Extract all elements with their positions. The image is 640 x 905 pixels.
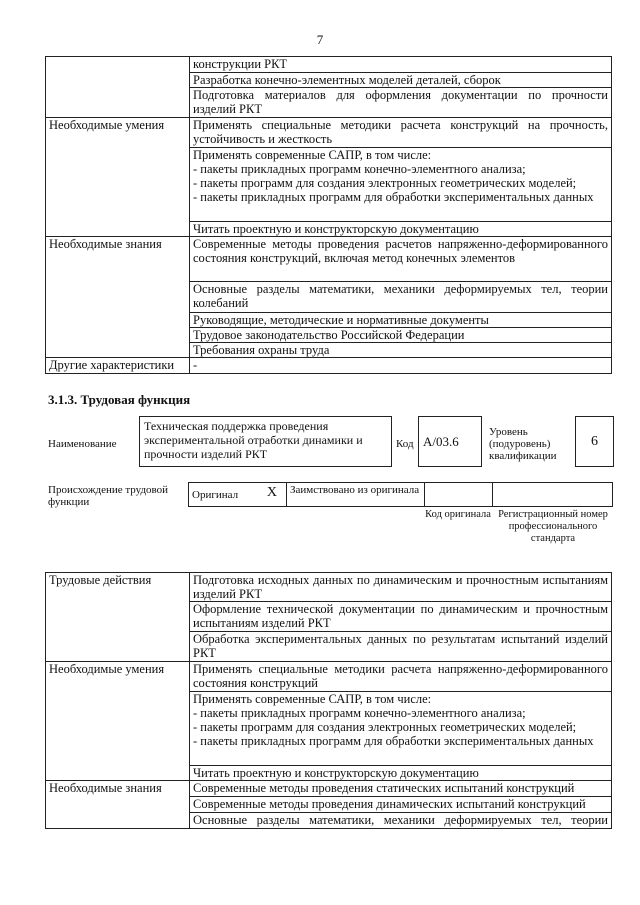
table-cell: конструкции РКТ: [190, 57, 612, 73]
table-cell: Читать проектную и конструкторскую документацию: [190, 766, 612, 781]
table-cell: Основные разделы математики, механики деформируемых тел, теории: [190, 813, 612, 829]
table-cell: Трудовое законодательство Российской Федерации: [190, 328, 612, 343]
row-label: Необходимые знания: [46, 237, 190, 358]
table-cell: Применять специальные методики расчета напряженно-деформированного состояния конструкций: [190, 662, 612, 692]
row-label: Другие характеристики: [46, 358, 190, 374]
code-original-caption: Код оригинала: [425, 509, 491, 520]
table-cell: Применять специальные методики расчета конструкций на прочность, устойчивость и жесткость: [190, 118, 612, 148]
table-cell: Руководящие, методические и нормативные документы: [190, 313, 612, 328]
table-cell: Применять современные САПР, в том числе: - пакеты прикладных программ конечно-элементного анализа; - пакеты программ для создания электронных геометрических моделей; - пакеты прикладных программ для обработки экспериментальных данных: [190, 692, 612, 766]
code-original-cell: [425, 483, 493, 507]
table-cell: Подготовка исходных данных по динамическим и прочностным испытаниям изделий РКТ: [190, 573, 612, 602]
original-cell: [189, 483, 287, 507]
name-label: Наименование: [48, 438, 117, 450]
origin-table: [188, 482, 613, 507]
skills-knowledge-table: [45, 56, 612, 374]
table-cell: Оформление технической документации по динамическим и прочностным испытаниям изделий РКТ: [190, 602, 612, 632]
original-mark: X: [266, 485, 277, 500]
table-cell: Подготовка материалов для оформления документации по прочности изделий РКТ: [190, 88, 612, 118]
table-cell: Читать проектную и конструкторскую документацию: [190, 222, 612, 237]
table-cell: Современные методы проведения расчетов напряженно-деформированного состояния конструкций, включая метод конечных элементов: [190, 237, 612, 282]
table-cell: Обработка экспериментальных данных по результатам испытаний изделий РКТ: [190, 632, 612, 662]
table-cell: -: [190, 358, 612, 374]
level-box: [575, 416, 614, 467]
code-value: А/03.6: [423, 434, 459, 449]
level-label: Уровень (подуровень) квалификации: [489, 426, 557, 462]
table-cell: Современные методы проведения статических испытаний конструкций: [190, 781, 612, 797]
table-cell: Применять современные САПР, в том числе: - пакеты прикладных программ конечно-элементного анализа; - пакеты программ для создания электронных геометрических моделей; - пакеты прикладных программ для обработки экспериментальных данных: [190, 148, 612, 222]
function-name-box: [139, 416, 392, 467]
table-cell: Современные методы проведения динамических испытаний конструкций: [190, 797, 612, 813]
reg-number-caption: Регистрационный номер профессионального стандарта: [498, 509, 608, 544]
table-cell: Требования охраны труда: [190, 343, 612, 358]
origin-label: Происхождение трудовой функции: [48, 484, 169, 508]
original-label: Оригинал: [192, 489, 239, 501]
row-label: [46, 57, 190, 118]
level-value: 6: [591, 434, 598, 449]
reg-number-cell: [493, 483, 613, 507]
borrowed-cell: Заимствовано из оригинала: [287, 483, 425, 507]
code-label: Код: [396, 438, 414, 450]
code-box: [418, 416, 482, 467]
table-cell: Разработка конечно-элементных моделей деталей, сборок: [190, 73, 612, 88]
row-label: Трудовые действия: [46, 573, 190, 662]
row-label: Необходимые умения: [46, 118, 190, 237]
labor-actions-table: [45, 572, 612, 829]
row-label: Необходимые знания: [46, 781, 190, 829]
page-number: 7: [316, 32, 324, 47]
row-label: Необходимые умения: [46, 662, 190, 781]
function-name: Техническая поддержка проведения экспериментальной отработки динамики и прочности изделий РКТ: [144, 419, 363, 461]
table-cell: Основные разделы математики, механики деформируемых тел, теории колебаний: [190, 282, 612, 313]
section-title: 3.1.3. Трудовая функция: [48, 392, 191, 407]
